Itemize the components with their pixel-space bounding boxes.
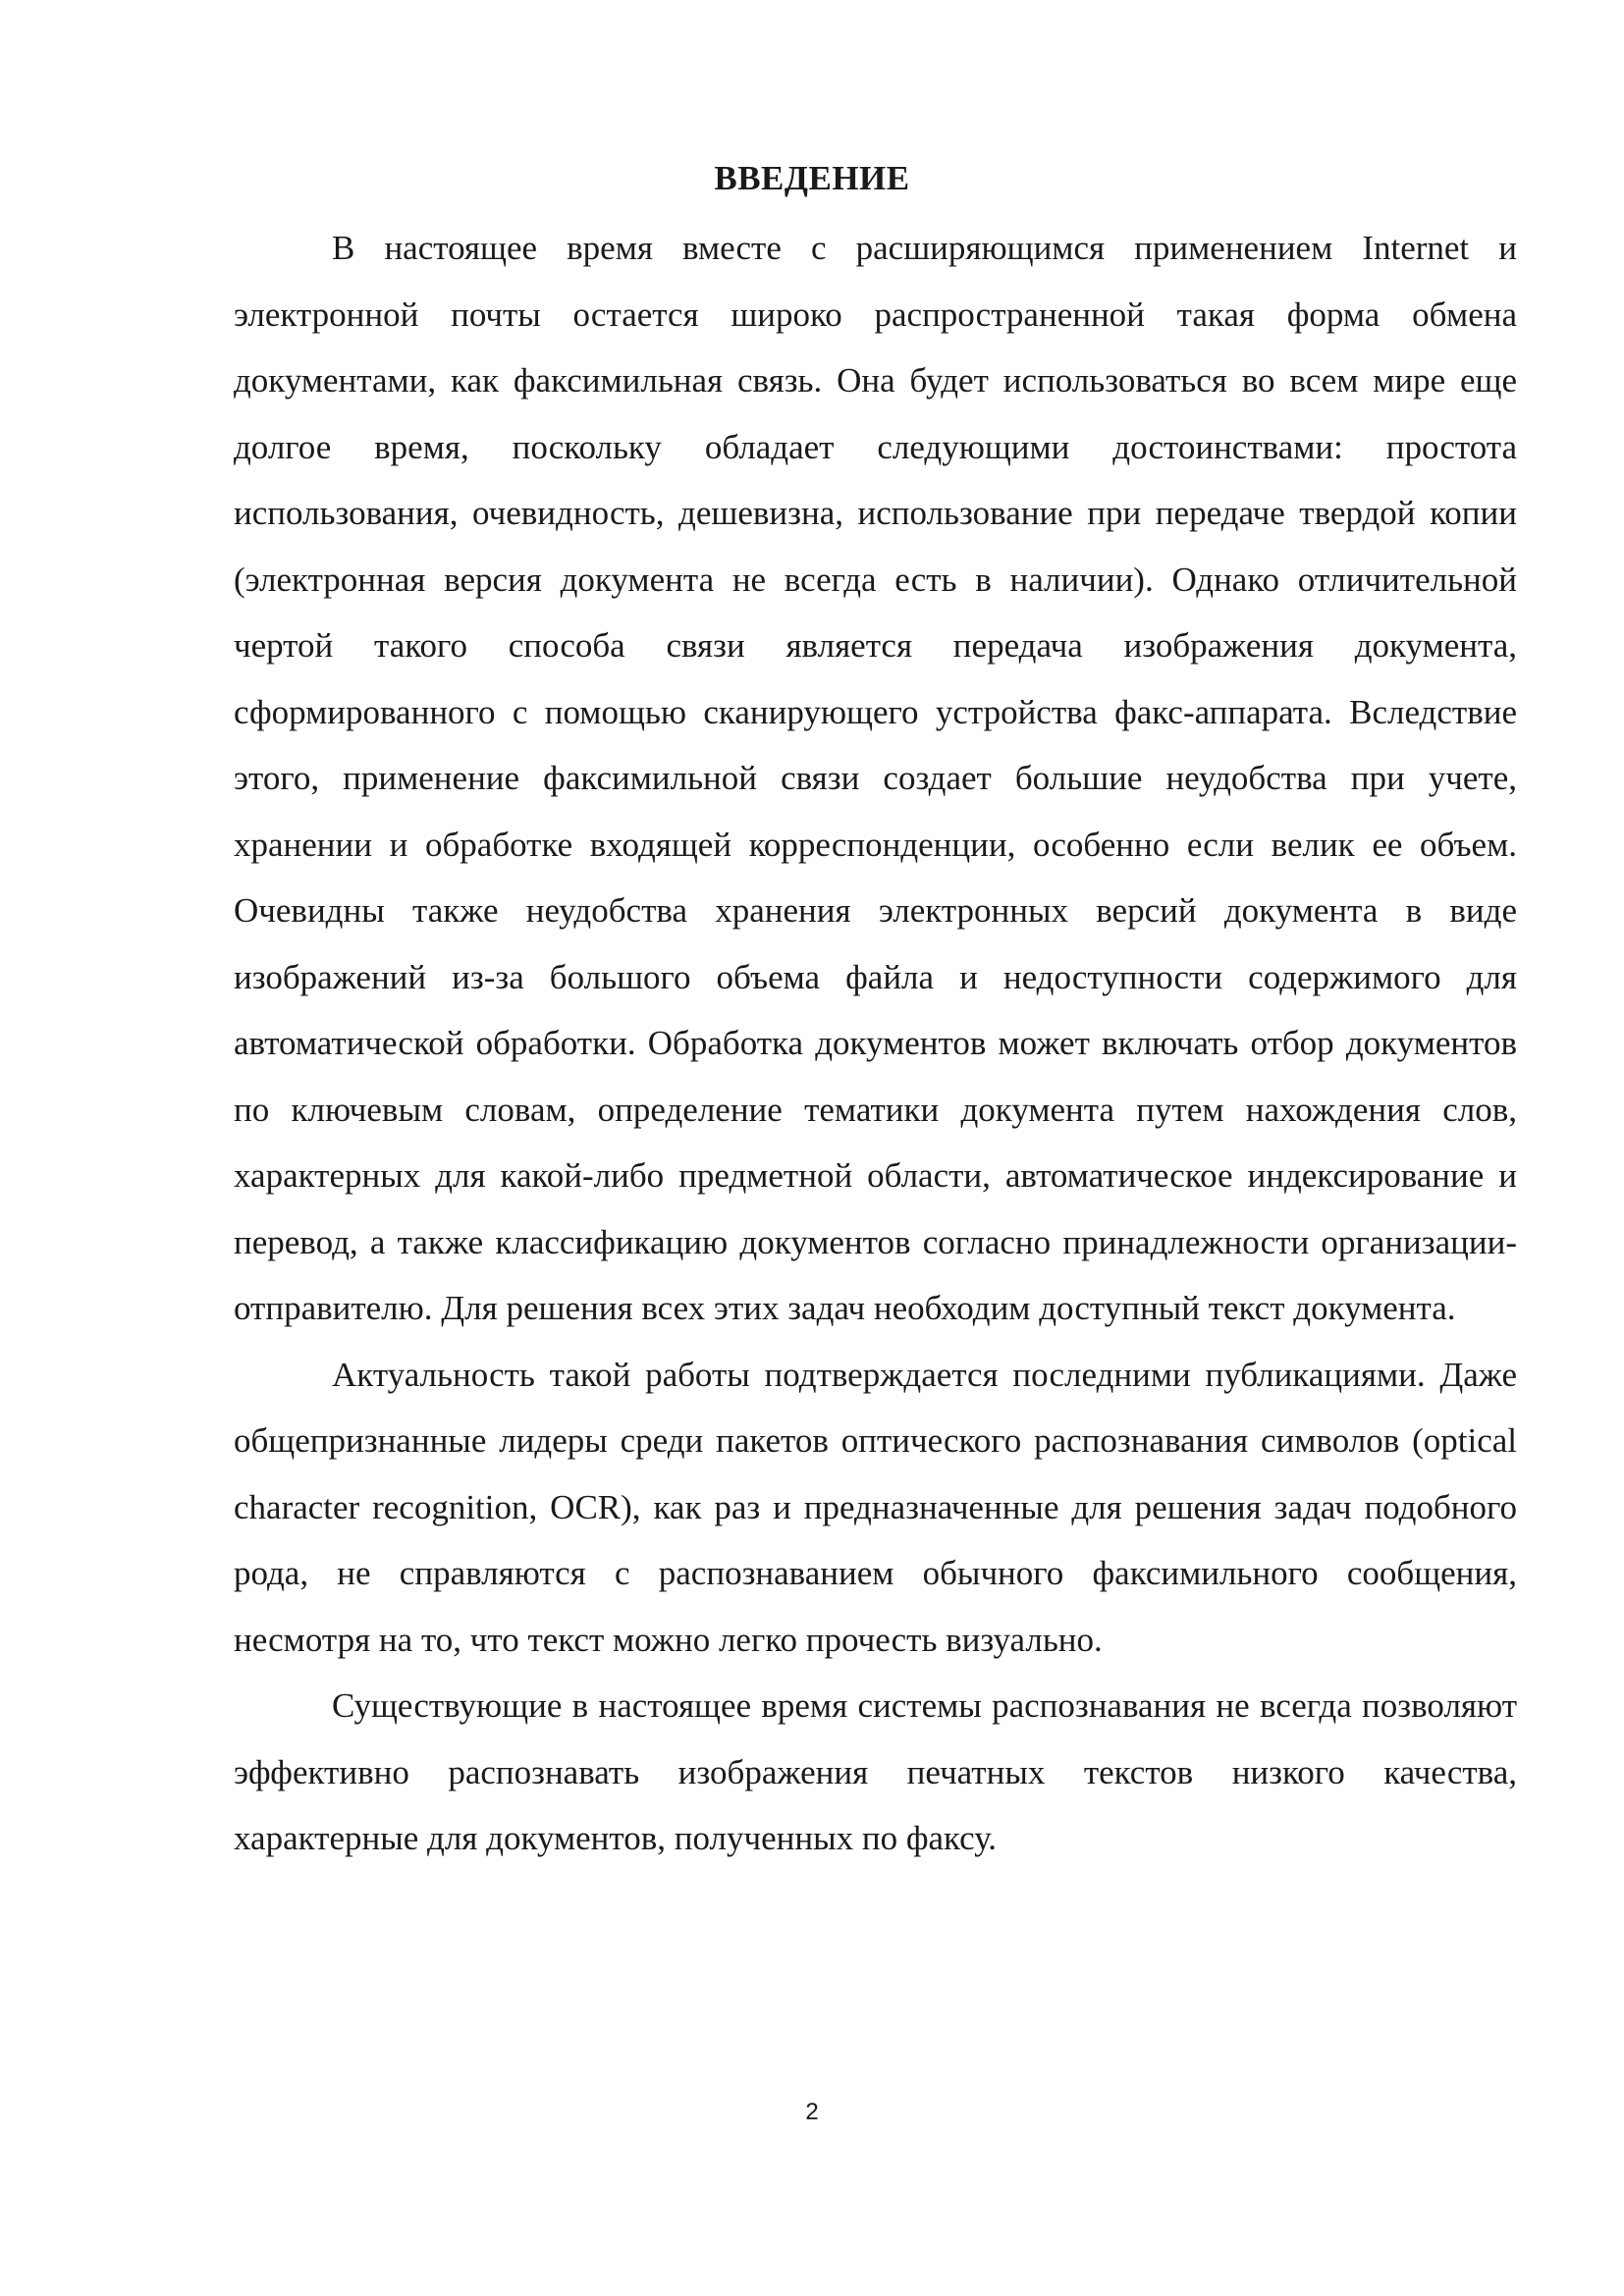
- section-heading: ВВЕДЕНИЕ: [714, 159, 910, 197]
- paragraph-existing-systems: Существующие в настоящее время системы распознавания не всегда позволяют эффективно распознавать изображения печатных текстов низкого качества, характерные для документов, полученных по факсу.: [234, 1686, 1517, 1857]
- paragraph-relevance: Актуальность такой работы подтверждается последними публикациями. Даже общепризнанные лидеры среди пакетов оптического распознавания символов (optical character recognition, OCR), как раз и предназначенные для решения задач подобного рода, не справляются с распознаванием обычного факсимильного сообщения, несмотря на то, что текст можно легко прочесть визуально.: [234, 1355, 1517, 1659]
- paragraph-intro: В настоящее время вместе с расширяющимся применением Internet и электронной почты остается широко распространенной такая форма обмена документами, как факсимильная связь. Она будет использоваться во всем мире еще долгое время, поскольку обладает следующими достоинствами: простота использования, очевидность, дешевизна, использование при передаче твердой копии (электронная версия документа не всегда есть в наличии). Однако отличительной чертой такого способа связи является передача изображения документа, сформированного с помощью сканирующего устройства факс-аппарата. Вследствие этого, применение факсимильной связи создает большие неудобства при учете, хранении и обработке входящей корреспонденции, особенно если велик ее объем. Очевидны также неудобства хранения электронных версий документа в виде изображений из-за большого объема файла и недоступности содержимого для автоматической обработки. Обработка документов может включать отбор документов по ключевым словам, определение тематики документа путем нахождения слов, характерных для какой-либо предметной области, автоматическое индексирование и перевод, а также классификацию документов согласно принадлежности организации-отправителю. Для решения всех этих задач необходим доступный текст документа.: [234, 229, 1517, 1327]
- page-number: 2: [805, 2099, 819, 2125]
- body-text: [234, 215, 1517, 1872]
